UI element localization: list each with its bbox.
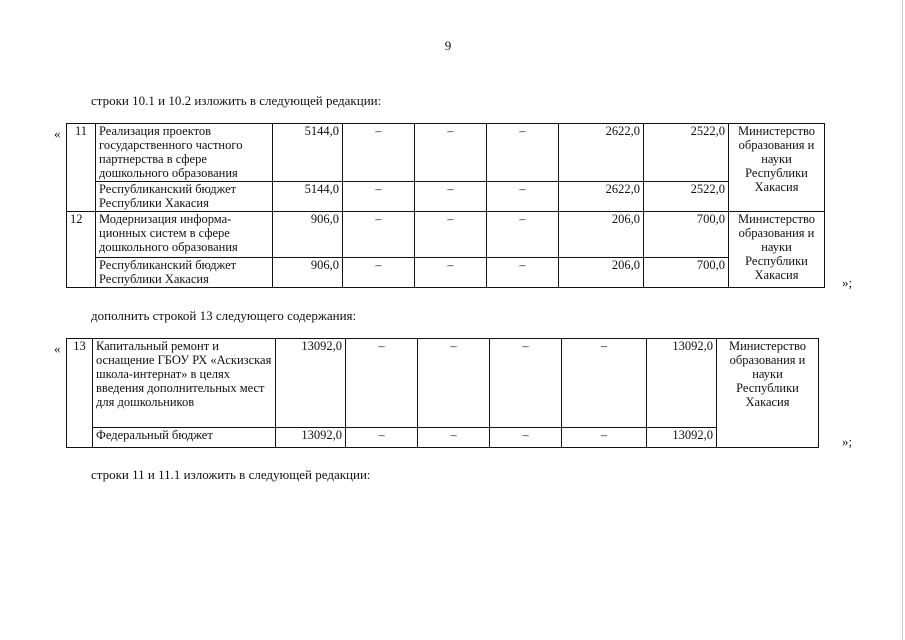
- executor-name: Министерство образования и науки Республики Хакасия: [729, 212, 825, 288]
- year-3-value: –: [487, 212, 559, 258]
- measure-name: Модернизация информа-ционных систем в сфере дошкольного образования: [96, 212, 273, 258]
- total-amount: 906,0: [273, 258, 343, 288]
- year-2-value: –: [415, 182, 487, 212]
- year-3-value: –: [490, 428, 562, 448]
- total-amount: 5144,0: [273, 182, 343, 212]
- row-number: 13: [67, 339, 93, 448]
- row-number: 12: [67, 212, 96, 288]
- year-3-value: –: [487, 124, 559, 182]
- table-row: [67, 339, 819, 428]
- page-number: 9: [444, 38, 452, 53]
- measure-name: Реализация проектов государственного частного партнерства в сфере дошкольного образования: [96, 124, 273, 182]
- year-4-value: 2622,0: [559, 182, 644, 212]
- year-3-value: –: [487, 182, 559, 212]
- year-5-value: 13092,0: [647, 428, 717, 448]
- page-edge: [902, 0, 903, 640]
- total-amount: 5144,0: [273, 124, 343, 182]
- year-5-value: 2522,0: [644, 124, 729, 182]
- year-2-value: –: [418, 428, 490, 448]
- year-4-value: –: [562, 339, 647, 428]
- heading-add-row-13: дополнить строкой 13 следующего содержания:: [91, 308, 357, 323]
- year-1-value: –: [346, 339, 418, 428]
- heading-rows-10-1-10-2: строки 10.1 и 10.2 изложить в следующей редакции:: [91, 93, 382, 108]
- year-1-value: –: [343, 182, 415, 212]
- row-number: 11: [67, 124, 96, 212]
- table-row: [67, 212, 825, 258]
- year-2-value: –: [415, 212, 487, 258]
- year-3-value: –: [490, 339, 562, 428]
- table-row: [67, 428, 819, 448]
- year-2-value: –: [415, 258, 487, 288]
- closing-quote: »;: [842, 275, 853, 290]
- year-2-value: –: [418, 339, 490, 428]
- total-amount: 906,0: [273, 212, 343, 258]
- year-4-value: –: [562, 428, 647, 448]
- total-amount: 13092,0: [276, 339, 346, 428]
- table-row: [67, 124, 825, 182]
- total-amount: 13092,0: [276, 428, 346, 448]
- opening-quote: «: [54, 126, 61, 141]
- funding-source: Республиканский бюджет Республики Хакасия: [96, 182, 273, 212]
- year-4-value: 206,0: [559, 258, 644, 288]
- table-row: [67, 182, 825, 212]
- funding-source: Республиканский бюджет Республики Хакасия: [96, 258, 273, 288]
- year-3-value: –: [487, 258, 559, 288]
- year-1-value: –: [343, 258, 415, 288]
- year-4-value: 206,0: [559, 212, 644, 258]
- budget-table-rows-11-12: [66, 123, 825, 288]
- measure-name: Капитальный ремонт и оснащение ГБОУ РХ «Аскизская школа-интернат» в целях введения дополнительных мест для дошкольников: [93, 339, 276, 428]
- heading-rows-11-11-1: строки 11 и 11.1 изложить в следующей редакции:: [91, 467, 371, 482]
- executor-name: Министерство образования и науки Республики Хакасия: [717, 339, 819, 448]
- funding-source: Федеральный бюджет: [93, 428, 276, 448]
- year-1-value: –: [343, 212, 415, 258]
- year-5-value: 700,0: [644, 212, 729, 258]
- year-1-value: –: [343, 124, 415, 182]
- closing-quote: »;: [842, 434, 853, 449]
- year-4-value: 2622,0: [559, 124, 644, 182]
- year-1-value: –: [346, 428, 418, 448]
- budget-table-row-13: [66, 338, 819, 448]
- table-row: [67, 258, 825, 288]
- year-2-value: –: [415, 124, 487, 182]
- year-5-value: 13092,0: [647, 339, 717, 428]
- opening-quote: «: [54, 341, 61, 356]
- year-5-value: 700,0: [644, 258, 729, 288]
- executor-name: Министерство образования и науки Республики Хакасия: [729, 124, 825, 212]
- year-5-value: 2522,0: [644, 182, 729, 212]
